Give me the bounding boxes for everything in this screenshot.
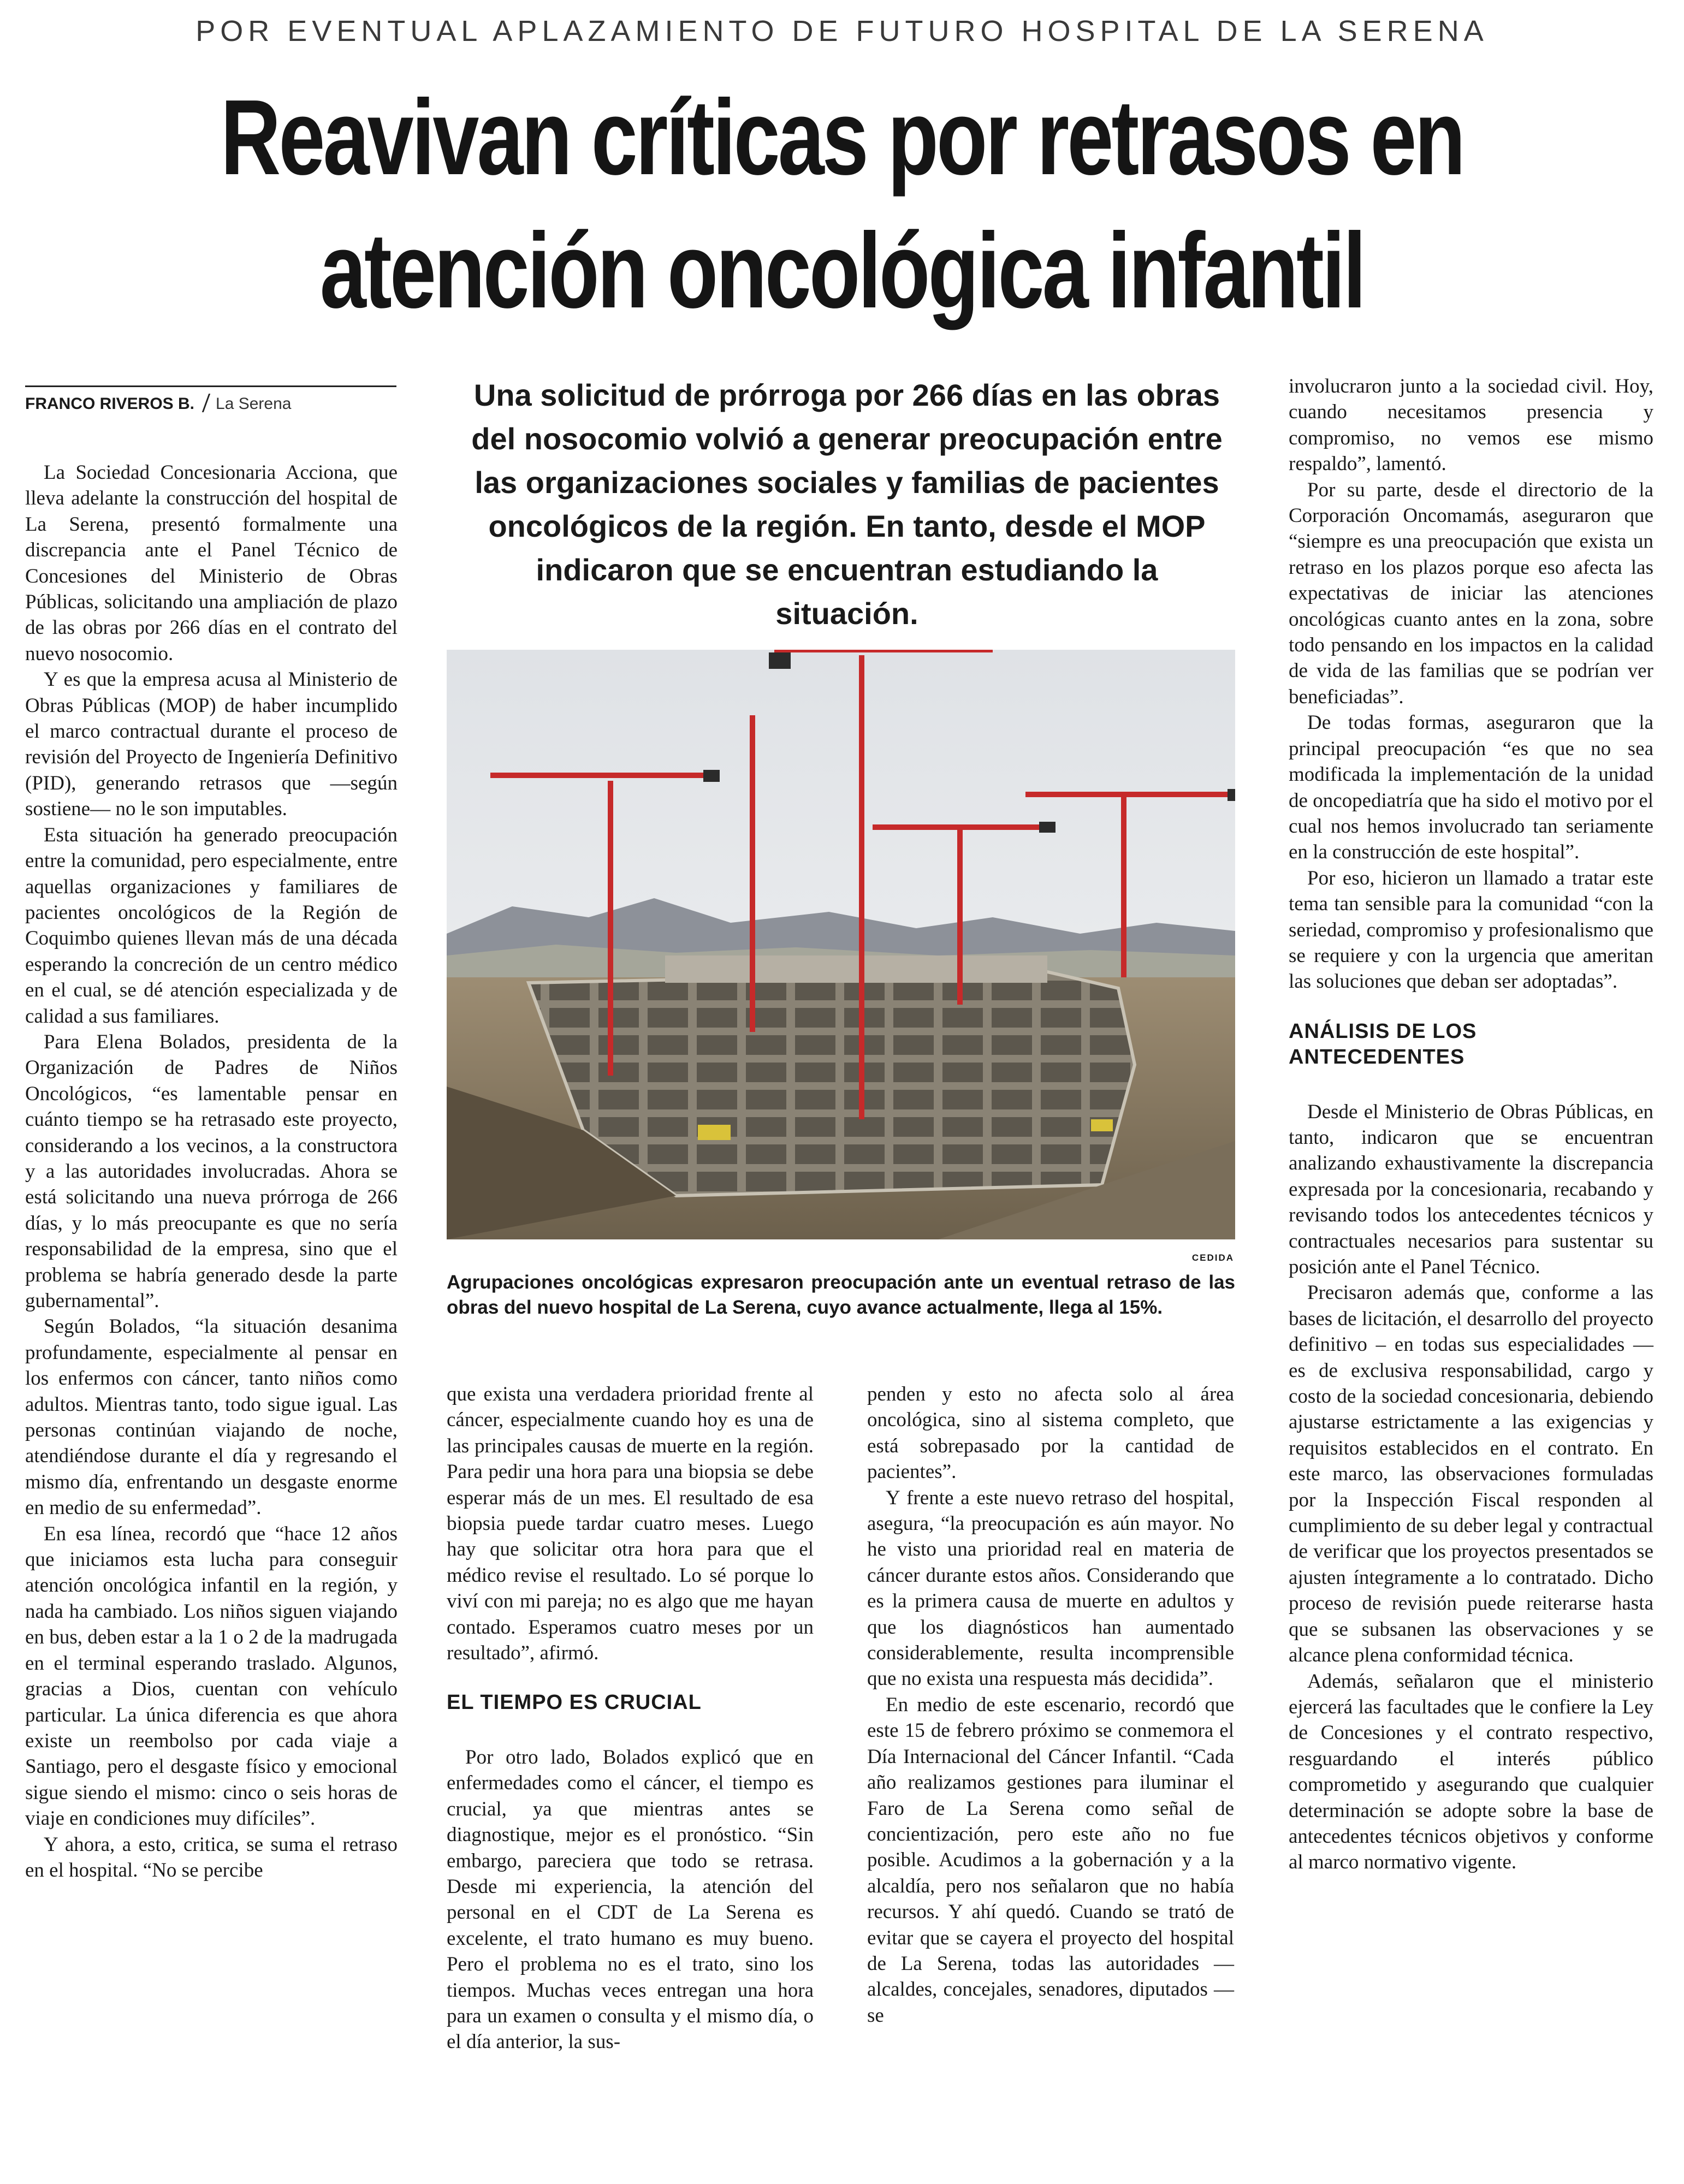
byline-author: FRANCO RIVEROS B.	[25, 395, 195, 413]
byline-place: La Serena	[216, 395, 292, 413]
paragraph: Y ahora, a esto, critica, se suma el retraso en el hospital. “No se percibe	[25, 1833, 398, 1882]
paragraph: involucraron junto a la sociedad civil. Hoy, cuando necesitamos presencia y compromiso, no vemos ese mismo respaldo”, lamentó.	[1289, 375, 1653, 476]
kicker: POR EVENTUAL APLAZAMIENTO DE FUTURO HOSPITAL DE LA SERENA	[195, 15, 1489, 48]
paragraph: Por otro lado, Bolados explicó que en enfermedades como el cáncer, el tiempo es crucial, ya que mientras antes se diagnostique, mejor es el pronóstico. “Sin embargo, pareciera que todo se retrasa. Desde mi experiencia, la atención del personal en el CDT de La Serena es excelente, el trato humano es muy bueno. Pero el problema no es el trato, sino los tiempos. Muchas veces entregan una hora para un examen o consulta y el mismo día, o el día anterior, la sus-	[447, 1746, 814, 2054]
paragraph: En esa línea, recordó que “hace 12 años que iniciamos esta lucha para conseguir atención oncológica infantil en la región, y nada ha cambiado. Los niños siguen viajando en bus, deben estar a la 1 o 2 de la madrugada en el terminal esperando traslado. Algunos, gracias a Dios, cuentan con vehículo particular. La única diferencia es que ahora existe un reembolso por cada viaje a Santiago, pero el desgaste físico y emocional sigue siendo el mismo: cinco o seis horas de viaje en condiciones muy difíciles”.	[25, 1522, 398, 1830]
headline	[185, 71, 1499, 337]
paragraph: Desde el Ministerio de Obras Públicas, en tanto, indicaron que se encuentran analizando exhaustivamente la discrepancia expresada por la concesionaria, recabando y revisando todos los antecedentes técnicos y contractuales necesarios para sustentar su posición ante el Panel Técnico.	[1289, 1100, 1653, 1278]
paragraph: Además, señalaron que el ministerio ejercerá las facultades que le confiere la Ley de Concesiones y el contrato respectivo, resguardando el interés público comprometido y asegurando que cualquier determinación se adopte sobre la base de antecedentes técnicos objetivos y conforme al marco normativo vigente.	[1289, 1670, 1653, 1874]
photo-credit: CEDIDA	[1191, 1253, 1234, 1263]
headline-line-1: Reavivan críticas por retrasos en	[220, 78, 1464, 197]
paragraph: Para Elena Bolados, presidenta de la Organización de Padres de Niños Oncológicos, “es lamentable pensar en cuánto tiempo se ha retrasado este proyecto, considerando a los vecinos, a la constructora y a las autoridades involucradas. Ahora se está solicitando una nueva prórroga de 266 días, y lo más preocupante es que no sería responsabilidad de la empresa, sino que el problema se habría generado desde la parte gubernamental”.	[25, 1030, 398, 1312]
byline	[25, 385, 396, 421]
paragraph: En medio de este escenario, recordó que este 15 de febrero próximo se conmemora el Día Internacional del Cáncer Infantil. “Cada año realizamos gestiones para iluminar el Faro de La Serena como señal de concientización, pero este año no fue posible. Acudimos a la gobernación y a la alcaldía, pero nos señalaron que no había recursos. Y ahí quedó. Cuando se trató de evitar que se cayera el proyecto del hospital de La Serena, todas las autoridades — alcaldes, concejales, senadores, diputados — se	[867, 1693, 1234, 2027]
body-column-3	[867, 1381, 1234, 2028]
subhead-analisis: ANÁLISIS DE LOS ANTECEDENTES	[1289, 1019, 1477, 1069]
subhead-tiempo-crucial: EL TIEMPO ES CRUCIAL	[447, 1691, 702, 1714]
paragraph: Y es que la empresa acusa al Ministerio de Obras Públicas (MOP) de haber incumplido el marco contractual durante el proceso de revisión del Proyecto de Ingeniería Definitivo (PID), generando retrasos que —según sostiene— no le son imputables.	[25, 668, 398, 821]
paragraph: Y frente a este nuevo retraso del hospital, asegura, “la preocupación es aún mayor. No he visto una prioridad real en materia de cáncer durante estos años. Considerando que es la primera causa de muerte en adultos y que los diagnósticos han aumentado considerablemente, resulta incomprensible que no exista una respuesta más decidida”.	[867, 1486, 1234, 1690]
paragraph: Según Bolados, “la situación desanima profundamente, especialmente al pensar en los enfermos con cáncer, tanto niños como adultos. Mientras tanto, todo sigue igual. Las personas continúan viajando de noche, atendiéndose durante el día y regresando el mismo día, enfrentando un desgaste enorme en medio de su enfermedad”.	[25, 1315, 398, 1520]
paragraph: La Sociedad Concesionaria Acciona, que lleva adelante la construcción del hospital de La Serena, presentó formalmente una discrepancia ante el Panel Técnico de Concesiones del Ministerio de Obras Públicas, solicitando una ampliación de plazo de las obras por 266 días en el contrato del nuevo nosocomio.	[25, 461, 398, 665]
paragraph: De todas formas, aseguraron que la principal preocupación “es que no sea modificada la implementación de la unidad de oncopediatría que ha sido el motivo por el cual nos hemos involucrado tan seriamente en la construcción de este hospital”.	[1289, 711, 1653, 864]
paragraph: Esta situación ha generado preocupación entre la comunidad, pero especialmente, entre aquellas organizaciones y familiares de pacientes oncológicos de la Región de Coquimbo quienes llevan más de una década esperando la concreción de un centro médico en el cual, se dé atención especializada y de calidad a sus familiares.	[25, 823, 398, 1028]
paragraph: que exista una verdadera prioridad frente al cáncer, especialmente cuando hoy es una de las principales causas de muerte en la región. Para pedir una hora para una biopsia se debe esperar más de un mes. El resultado de esa biopsia puede tardar cuatro meses. Luego hay que solicitar otra hora para que el médico revise el resultado. Lo sé porque lo viví con mi pareja; no es algo que me hayan contado. Esperamos cuatro meses por un resultado”, afirmó.	[447, 1383, 814, 1665]
photo-caption: Agrupaciones oncológicas expresaron preocupación ante un eventual retraso de las obras del nuevo hospital de La Serena, cuyo avance actualmente, llega al 15%.	[447, 1272, 1235, 1318]
body-column-2	[447, 1381, 814, 2055]
lead-paragraph: Una solicitud de prórroga por 266 días en las obras del nosocomio volvió a generar preocupación entre las organizaciones sociales y familias de pacientes oncológicos de la región. En tanto, desde el MOP indicaron que se encuentran estudiando la situación.	[471, 378, 1223, 631]
construction-photo	[447, 650, 1235, 1239]
paragraph: Por eso, hicieron un llamado a tratar este tema tan sensible para la comunidad “con la seriedad, compromiso y profesionalismo que se requiere y con la urgencia que ameritan las soluciones que deban ser adoptadas”.	[1289, 867, 1653, 993]
paragraph: Precisaron además que, conforme a las bases de licitación, el desarrollo del proyecto definitivo – en todas sus especialidades — es de exclusiva responsabilidad, cargo y costo de la sociedad concesionaria, debiendo ajustarse estrictamente a las exigencias y requisitos establecidos en el contrato. En este marco, las observaciones formuladas por la Inspección Fiscal responden al cumplimiento de su deber legal y contractual de verificar que los proyectos presentados se ajusten íntegramente a lo contratado. Dicho proceso de revisión puede reiterarse hasta que se subsanen las observaciones y se alcance plena conformidad técnica.	[1289, 1281, 1653, 1667]
body-column-4	[1289, 373, 1653, 1876]
paragraph: Por su parte, desde el directorio de la Corporación Oncomamás, aseguraron que “siempre es una preocupación que exista un retraso en los plazos porque eso afecta las expectativas de iniciar las atenciones oncológicas cuanto antes en la zona, sobre todo pensando en los impactos en la calidad de vida de las familias que se podrían ver beneficiadas”.	[1289, 478, 1653, 708]
body-column-1	[25, 460, 398, 1883]
headline-line-2: atención oncológica infantil	[319, 211, 1365, 330]
paragraph: penden y esto no afecta solo al área oncológica, sino al sistema completo, que está sobrepasado por la cantidad de pacientes”.	[867, 1383, 1234, 1483]
byline-separator	[202, 394, 210, 412]
